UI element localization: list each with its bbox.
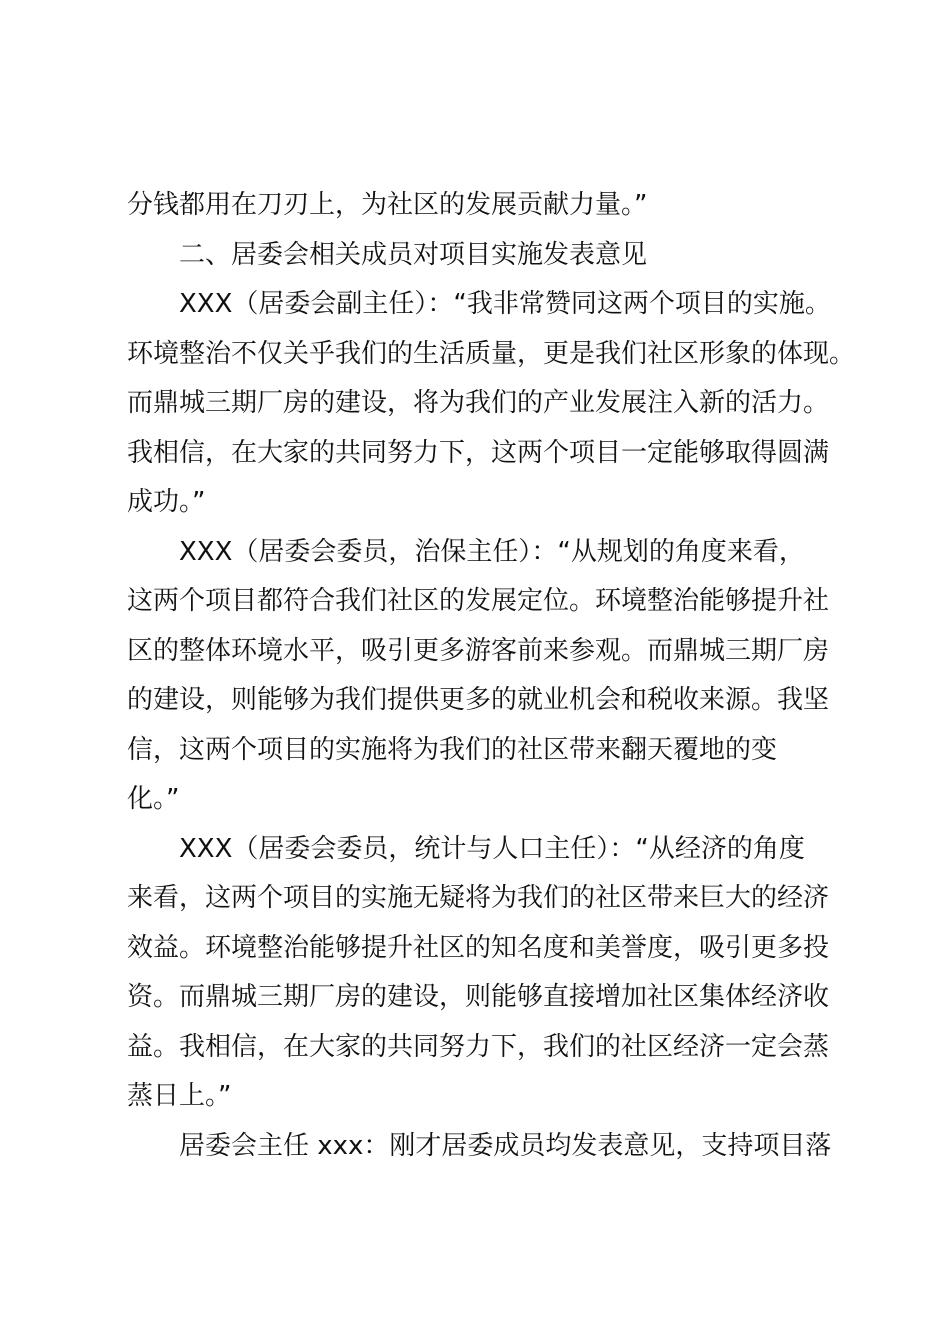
paragraph-line: 的建设，则能够为我们提供更多的就业机会和税收来源。我坚 <box>127 685 830 715</box>
paragraph-line: XXX（居委会委员，统计与人口主任）：“从经济的角度 <box>179 833 805 864</box>
paragraph-line: 成功。” <box>127 487 206 517</box>
paragraph-line: XXX（居委会副主任）：“我非常赞同这两个项目的实施。 <box>179 289 831 319</box>
paragraph-line: 来看，这两个项目的实施无疑将为我们的社区带来巨大的经济 <box>127 883 830 913</box>
paragraph-line: 效益。环境整治能够提升社区的知名度和美誉度，吸引更多投 <box>127 932 830 963</box>
paragraph-line: XXX（居委会委员，治保主任）：“从规划的角度来看， <box>179 536 805 567</box>
paragraph-line: 益。我相信，在大家的共同努力下，我们的社区经济一定会蒸 <box>127 1031 830 1062</box>
paragraph-line: 分钱都用在刀刃上，为社区的发展贡献力量。” <box>127 190 648 220</box>
paragraph-line: 资。而鼎城三期厂房的建设，则能够直接增加社区集体经济收 <box>127 982 830 1012</box>
paragraph-line: 信，这两个项目的实施将为我们的社区带来翻天覆地的变 <box>127 734 778 765</box>
paragraph-line: 这两个项目都符合我们社区的发展定位。环境整治能够提升社 <box>127 586 830 616</box>
paragraph-line: 我相信，在大家的共同努力下，这两个项目一定能够取得圆满 <box>127 437 830 468</box>
document-body <box>127 181 856 1171</box>
section-heading: 二、居委会相关成员对项目实施发表意见 <box>179 239 648 270</box>
paragraph-line: 居委会主任 xxx：刚才居委成员均发表意见，支持项目落 <box>179 1130 832 1161</box>
paragraph-line: 区的整体环境水平，吸引更多游客前来参观。而鼎城三期厂房 <box>127 635 830 666</box>
paragraph-line: 蒸日上。” <box>127 1081 232 1111</box>
paragraph-line: 环境整治不仅关乎我们的生活质量，更是我们社区形象的体现。 <box>127 338 856 369</box>
paragraph-line: 化。” <box>127 784 180 814</box>
paragraph-line: 而鼎城三期厂房的建设，将为我们的产业发展注入新的活力。 <box>127 388 830 418</box>
